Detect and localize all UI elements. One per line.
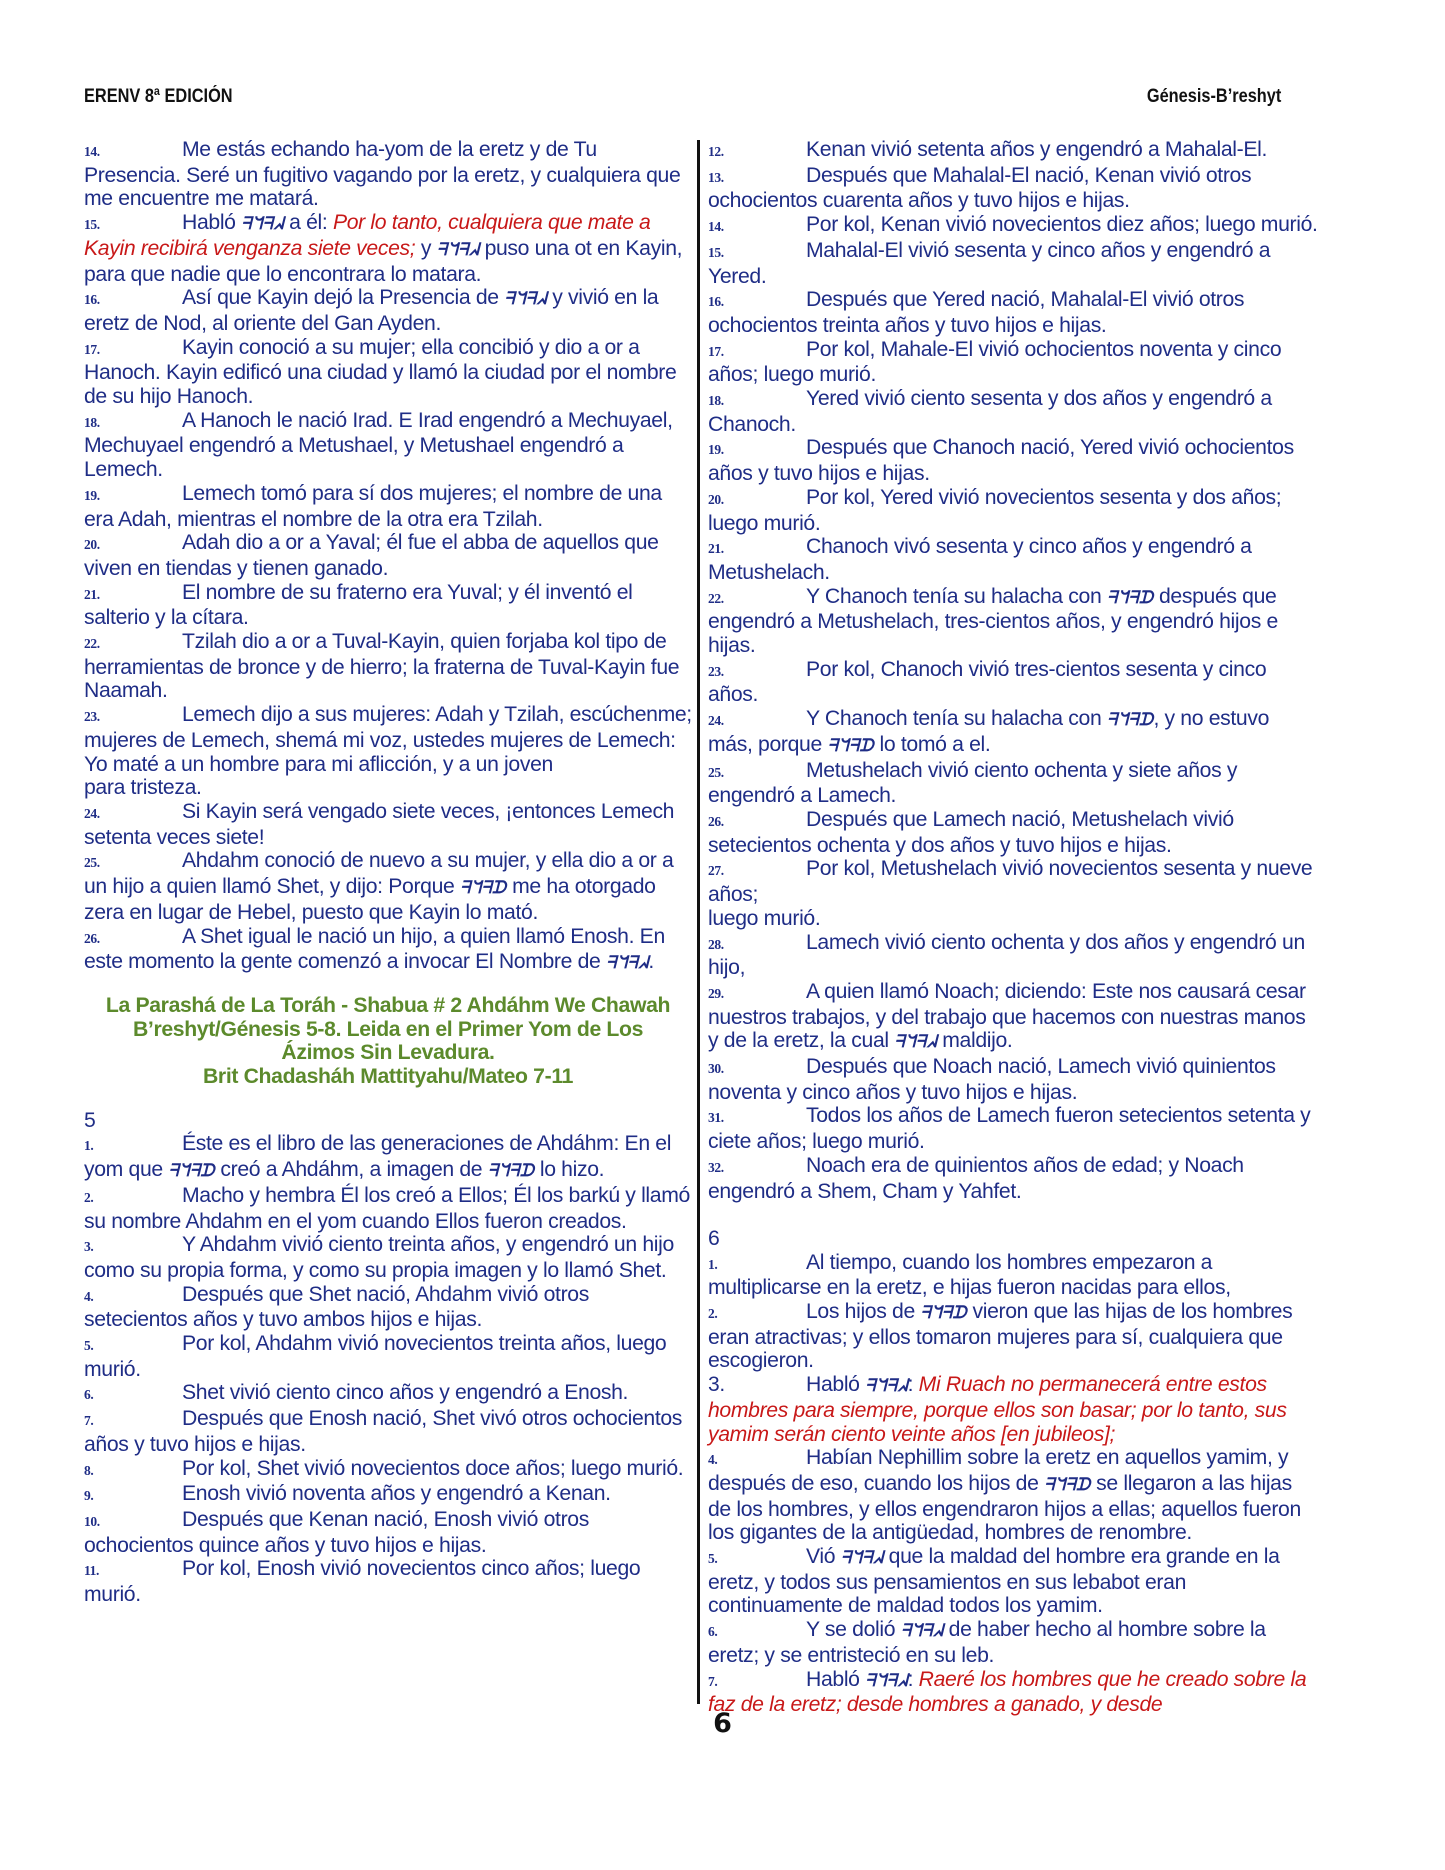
verse-text: creó a Ahdáhm, a imagen de (214, 1158, 488, 1182)
verse-number: 26. (84, 930, 100, 946)
verse-number: 4. (708, 1452, 718, 1468)
verse-list-gen5-cont (708, 138, 1318, 1203)
verse-number: 6. (84, 1387, 94, 1403)
verse-number: 7. (708, 1673, 718, 1689)
verse-text: Habló (182, 211, 242, 235)
page-header (84, 86, 1281, 114)
verse (708, 288, 1318, 337)
verse-text: Adah dio a or a Yaval; él fue el abba de aquellos que viven en tiendas y tienen ganado. (84, 531, 659, 580)
verse (84, 1332, 692, 1381)
verse (708, 164, 1318, 213)
verse (708, 1300, 1318, 1373)
verse-text: A Shet igual le nació un hijo, a quien llamó Enosh. En este momento la gente comenzó a invocar El Nombre de (84, 924, 665, 974)
verse-text: Tzilah dio a or a Tuval-Kayin, quien forjaba kol tipo de herramientas de bronce y de hierro; la fraterna de Tuval-Kayin fue Naamah. (84, 630, 680, 703)
verse-number: 24. (708, 713, 724, 729)
verse-number: 17. (708, 343, 724, 359)
verse-text: Mahalal-El vivió sesenta y cinco años y engendró a Yered. (708, 238, 1271, 288)
verse-number: 7. (84, 1413, 94, 1429)
verse (708, 387, 1318, 436)
verse-number: 22. (84, 636, 100, 652)
verse-text: Noach era de quinientos años de edad; y Noach engendró a Shem, Cham y Yahfet. (708, 1153, 1244, 1203)
parasha-line-2: B’reshyt/Génesis 5-8. Leida en el Primer Yom de Los (132, 1017, 644, 1041)
verse-text: Y Chanoch tenía su halacha con (806, 584, 1107, 608)
verse-text: Por kol, Metushelach vivió novecientos sesenta y nueve años; (708, 857, 1313, 907)
verse-number: 18. (708, 393, 724, 409)
verse (84, 800, 692, 849)
divine-name: ᖷᖻᖷᖽ (840, 1548, 884, 1569)
verse-number: 17. (84, 341, 100, 357)
verse-text: vieron que las hijas de los hombres eran atractivas; y ellos tomaron mujeres para sí, cualquiera que escogieron. (708, 1300, 1293, 1373)
verse (708, 1154, 1318, 1203)
verse-number: 26. (708, 813, 724, 829)
verse-text: Metushelach vivió ciento ochenta y siete años y engendró a Lamech. (708, 758, 1238, 808)
verse-text: Vió (806, 1545, 841, 1569)
verse (84, 1457, 692, 1483)
verse (708, 707, 1318, 758)
verse (708, 1446, 1318, 1545)
divine-name: ᖷᖻᖷᖽ (606, 953, 649, 974)
verse-number: 23. (84, 709, 100, 725)
book-title: Génesis-B’reshyt (1146, 86, 1281, 107)
verse-text: lo hizo. (534, 1158, 605, 1182)
verse-list-gen5 (84, 1132, 692, 1606)
verse-number: 14. (84, 144, 100, 159)
divine-name: ᖷᖻᖷᗪ (920, 1303, 967, 1324)
verse (84, 409, 692, 482)
verse (84, 1482, 692, 1508)
verse-text: después que engendró a Metushelach, tres-cientos años, y engendró hijos e hijas. (708, 584, 1278, 658)
verse (708, 759, 1318, 808)
verse-number: 16. (708, 294, 724, 310)
verse-number: 14. (708, 219, 724, 235)
verse (84, 211, 692, 286)
verse-text: Y se dolió (806, 1618, 901, 1642)
verse-text: maldijo. (936, 1029, 1013, 1053)
verse-text: Lemech dijo a sus mujeres: Adah y Tzilah, escúchenme; mujeres de Lemech, shemá mi voz, ustedes mujeres de Lemech: Yo maté a un hombre para mi aflicción, y a un joven (84, 703, 692, 776)
verse (708, 239, 1318, 288)
verse-text: Después que Enosh nació, Shet vivó otros ochocientos años y tuvo hijos e hijas. (84, 1407, 683, 1456)
divine-name: ᖷᖻᖷᗪ (1106, 587, 1154, 608)
verse-text: . (648, 950, 654, 974)
spoken-words: Raeré los hombres que he creado sobre la faz de la eretz; desde hombres a ganado, y desde (708, 1667, 1307, 1717)
verse-number: 22. (708, 590, 724, 606)
verse-text: Por kol, Shet vivió novecientos doce años; luego murió. (182, 1456, 684, 1480)
verse (708, 1545, 1318, 1618)
divine-name: ᖷᖻᖷᖽ (436, 239, 480, 260)
verse-text: Shet vivió ciento cinco años y engendró a Enosh. (182, 1381, 629, 1405)
verse (84, 1407, 692, 1456)
verse-number: 31. (708, 1110, 724, 1126)
verse-number: 11. (84, 1563, 100, 1579)
verse-text: Después que Lamech nació, Metushelach vivió setecientos ochenta y dos años y tuvo hijos e hijas. (708, 807, 1234, 857)
verse-number: 24. (84, 805, 100, 821)
verse-text: me ha otorgado zera en lugar de Hebel, puesto que Kayin lo mató. (84, 875, 656, 924)
spoken-words: Mi Ruach no permanecerá entre estos hombres para siempre, porque ellos son basar; por lo tanto, sus yamim serán ciento veinte años [en jubileos]; (708, 1373, 1287, 1446)
verse-text: Si Kayin será vengado siete veces, ¡entonces Lemech setenta veces siete! (84, 799, 675, 849)
verse-text: : (907, 1667, 919, 1691)
verse-text: se llegaron a las hijas de los hombres, y ellos engendraron hijos a ellas; aquellos fueron los gigantes de la antigüedad, hombres de renombre. (708, 1471, 1301, 1545)
verse (84, 138, 692, 211)
verse-text: El nombre de su fraterno era Yuval; y él inventó el salterio y la cítara. (84, 580, 633, 630)
verse-number: 4. (84, 1288, 94, 1304)
verse (708, 338, 1318, 387)
divine-name: ᖷᖻᖷᗪ (1044, 1474, 1091, 1495)
verse-text: Así que Kayin dejó la Presencia de (182, 286, 505, 310)
divine-name: ᖷᖻᖷᖽ (865, 1670, 908, 1691)
verse-number: 8. (84, 1462, 94, 1478)
verse-text: Lamech vivió ciento ochenta y dos años y engendró un hijo, (708, 930, 1305, 980)
verse-number: 29. (708, 985, 724, 1001)
verse (708, 907, 1318, 931)
verse (708, 857, 1318, 906)
verse-number: 10. (84, 1513, 100, 1529)
divine-name: ᖷᖻᖷᖽ (900, 1621, 944, 1642)
verse (84, 336, 692, 409)
verse-number: 20. (84, 537, 100, 553)
verse-text: puso una ot en Kayin, para que nadie que lo encontrara lo matara. (84, 236, 683, 286)
divine-name: ᖷᖻᖷᗪ (460, 878, 507, 899)
verse-number: 12. (708, 144, 724, 159)
verse-text: Habló (806, 1373, 866, 1397)
verse-text: Habló (806, 1667, 866, 1691)
verse (84, 1381, 692, 1407)
verse (84, 630, 692, 703)
verse-number: 21. (708, 541, 724, 557)
verse (708, 808, 1318, 857)
verse-text: de haber hecho al hombre sobre la eretz; y se entristeció en su leb. (708, 1618, 1266, 1667)
verse (84, 1233, 692, 1282)
verse-text: Kenan vivió setenta años y engendró a Mahalal-El. (806, 138, 1268, 161)
verse-list-gen4 (84, 138, 692, 976)
verse (84, 1283, 692, 1332)
verse (708, 1104, 1318, 1153)
verse-text: Después que Shet nació, Ahdahm vivió otros setecientos años y tuvo ambos hijos e hijas. (84, 1282, 589, 1332)
verse-text: Por kol, Yered vivió novecientos sesenta y dos años; luego murió. (708, 485, 1282, 535)
verse-text: lo tomó a el. (874, 732, 991, 756)
verse (708, 585, 1318, 658)
verse-text: Después que Mahalal-El nació, Kenan vivió otros ochocientos cuarenta años y tuvo hijos e hijas. (708, 163, 1252, 213)
verse-number: 13. (708, 169, 724, 185)
verse-text: Después que Noach nació, Lamech vivió quinientos noventa y cinco años y tuvo hijos e hijas. (708, 1055, 1276, 1104)
verse-text: Después que Kenan nació, Enosh vivió otros ochocientos quince años y tuvo hijos e hijas. (84, 1507, 589, 1557)
verse-text: para tristeza. (84, 776, 202, 800)
parasha-line-4: Brit Chadasháh Mattityahu/Mateo 7-11 (202, 1065, 574, 1089)
verse-text: Al tiempo, cuando los hombres empezaron a multiplicarse en la eretz, e hijas fueron nacidas para ellos, (708, 1250, 1231, 1300)
verse-number: 19. (708, 442, 724, 458)
verse-text: Kayin conoció a su mujer; ella concibió y dio a or a Hanoch. Kayin edificó una ciudad y llamó la ciudad por el nombre de su hijo Hanoch. (84, 335, 677, 409)
verse-text: A quien llamó Noach; diciendo: Este nos causará cesar nuestros trabajos, y del trabajo que hacemos con nuestras manos y de la eretz, la cual (708, 979, 1306, 1053)
verse (708, 1618, 1318, 1667)
divine-name: ᖷᖻᖷᗪ (1106, 710, 1154, 731)
verse-number: 25. (708, 764, 724, 780)
verse-number: 3. (84, 1239, 94, 1255)
verse (84, 1557, 692, 1606)
parasha-line-3: Ázimos Sin Levadura. (281, 1041, 495, 1065)
verse-text: Me estás echando ha-yom de la eretz y de Tu Presencia. Seré un fugitivo vagando por la eretz, y cualquiera que me encuentre me matará. (84, 138, 681, 211)
verse-text: Chanoch vivó sesenta y cinco años y engendró a Metushelach. (708, 535, 1252, 584)
verse-number: 28. (708, 936, 724, 952)
verse-number: 19. (84, 487, 100, 503)
verse-text: Éste es el libro de las generaciones de Ahdáhm: En el yom que (84, 1132, 672, 1182)
spoken-words: Por lo tanto, cualquiera que mate a Kayin recibirá venganza siete veces; (84, 211, 651, 260)
verse (708, 535, 1318, 584)
edition-title: ERENV 8ª EDICIÓN (84, 86, 233, 107)
verse-number: 5. (708, 1551, 718, 1567)
verse-number: 1. (708, 1256, 718, 1272)
verse-text: Habían Nephillim sobre la eretz en aquellos yamim, y después de eso, cuando los hijos de (708, 1446, 1289, 1495)
verse-text: Después que Chanoch nació, Yered vivió ochocientos años y tuvo hijos e hijas. (708, 436, 1294, 486)
verse-text: Por kol, Chanoch vivió tres-cientos sesenta y cinco años. (708, 657, 1267, 707)
verse (84, 1508, 692, 1557)
verse-number: 1. (84, 1138, 94, 1154)
verse-text: Y Chanoch tenía su halacha con (806, 707, 1107, 731)
verse (84, 482, 692, 531)
verse-number: 32. (708, 1159, 724, 1175)
chapter-number-5: 5 (84, 1108, 96, 1132)
verse-text: Todos los años de Lamech fueron setecientos setenta y ciete años; luego murió. (708, 1104, 1311, 1154)
verse (708, 1373, 1318, 1446)
verse-number: 25. (84, 855, 100, 871)
verse-text: Después que Yered nació, Mahalal-El vivió otros ochocientos treinta años y tuvo hijos e hijas. (708, 288, 1245, 337)
verse (708, 138, 1318, 164)
verse-number: 30. (708, 1061, 724, 1077)
divine-name: ᖷᖻᖷᖽ (241, 214, 284, 235)
verse (84, 1132, 692, 1183)
verse-number: 6. (708, 1624, 718, 1640)
verse (708, 436, 1318, 485)
verse (84, 531, 692, 580)
verse-text: y (415, 236, 437, 260)
chapter-number-6: 6 (708, 1226, 720, 1250)
verse-number: 23. (708, 663, 724, 679)
divine-name: ᖷᖻᖷᖽ (504, 289, 547, 310)
verse (708, 486, 1318, 535)
verse-text: Por kol, Mahale-El vivió ochocientos noventa y cinco años; luego murió. (708, 337, 1282, 387)
verse-number: 18. (84, 414, 100, 430)
parasha-heading (84, 994, 692, 1089)
verse (84, 1184, 692, 1233)
verse-number: 27. (708, 863, 724, 879)
verse (84, 776, 692, 800)
right-column (708, 138, 1318, 1717)
divine-name: ᖷᖻᖷᗪ (487, 1161, 535, 1182)
column-divider (697, 140, 700, 1704)
verse-text: Por kol, Kenan vivió novecientos diez años; luego murió. (806, 213, 1318, 237)
verse (84, 925, 692, 976)
verse-text: Y Ahdahm vivió ciento treinta años, y engendró un hijo como su propia forma, y como su propia imagen y lo llamó Shet. (84, 1233, 674, 1282)
divine-name: ᖷᖻᖷᖽ (865, 1376, 908, 1397)
page-number: 6 (713, 1708, 732, 1739)
verse-text: , y no estuvo más, porque (708, 707, 1270, 756)
divine-name: ᖷᖻᖷᖽ (894, 1032, 937, 1053)
verse (708, 1251, 1318, 1300)
verse-text: Por kol, Enosh vivió novecientos cinco años; luego murió. (84, 1557, 641, 1607)
verse (708, 931, 1318, 980)
verse-number: 15. (84, 217, 100, 233)
verse-number: 5. (84, 1338, 94, 1354)
verse-text: Ahdahm conoció de nuevo a su mujer, y ella dio a or a un hijo a quien llamó Shet, y dijo: Porque (84, 849, 674, 899)
verse-text: Enosh vivió noventa años y engendró a Kenan. (182, 1482, 611, 1506)
verse-text: que la maldad del hombre era grande en la eretz, y todos sus pensamientos en sus lebabot eran continuamente de maldad todos los yamim. (708, 1545, 1280, 1618)
verse-text: luego murió. (708, 906, 821, 930)
verse-text: Lemech tomó para sí dos mujeres; el nombre de una era Adah, mientras el nombre de la otra era Tzilah. (84, 481, 662, 531)
parasha-line-1: La Parashá de La Toráh - Shabua # 2 Ahdáhm We Chawah (105, 993, 671, 1017)
verse-number: 21. (84, 586, 100, 602)
verse-number: 2. (84, 1189, 94, 1205)
verse (708, 980, 1318, 1055)
verse (84, 703, 692, 776)
verse-number: 16. (84, 292, 100, 308)
verse (84, 849, 692, 924)
verse-number: 3. (708, 1373, 725, 1397)
verse-number: 2. (708, 1306, 718, 1322)
verse-text: Yered vivió ciento sesenta y dos años y engendró a Chanoch. (708, 387, 1272, 436)
verse (84, 581, 692, 630)
divine-name: ᖷᖻᖷᗪ (827, 735, 874, 756)
verse (708, 213, 1318, 239)
verse-text: A Hanoch le nació Irad. E Irad engendró a Mechuyael, Mechuyael engendró a Metushael, y Metushael engendró a Lemech. (84, 408, 673, 482)
verse (708, 658, 1318, 707)
verse-list-gen6 (708, 1251, 1318, 1717)
verse-text: Por kol, Ahdahm vivió novecientos treinta años, luego murió. (84, 1332, 667, 1381)
verse-text: : (907, 1373, 919, 1397)
divine-name: ᖷᖻᖷᗪ (168, 1161, 215, 1182)
verse-number: 20. (708, 491, 724, 507)
verse (84, 286, 692, 335)
left-column (84, 138, 692, 1607)
verse-text: y vivió en la eretz de Nod, al oriente del Gan Ayden. (84, 286, 659, 335)
verse-text: Los hijos de (806, 1300, 921, 1324)
verse-number: 9. (84, 1488, 94, 1504)
verse-text: Macho y hembra Él los creó a Ellos; Él los barkú y llamó su nombre Ahdahm en el yom cuando Ellos fueron creados. (84, 1183, 690, 1233)
verse-text: a él: (283, 211, 333, 235)
verse-number: 15. (708, 244, 724, 260)
verse (708, 1055, 1318, 1104)
